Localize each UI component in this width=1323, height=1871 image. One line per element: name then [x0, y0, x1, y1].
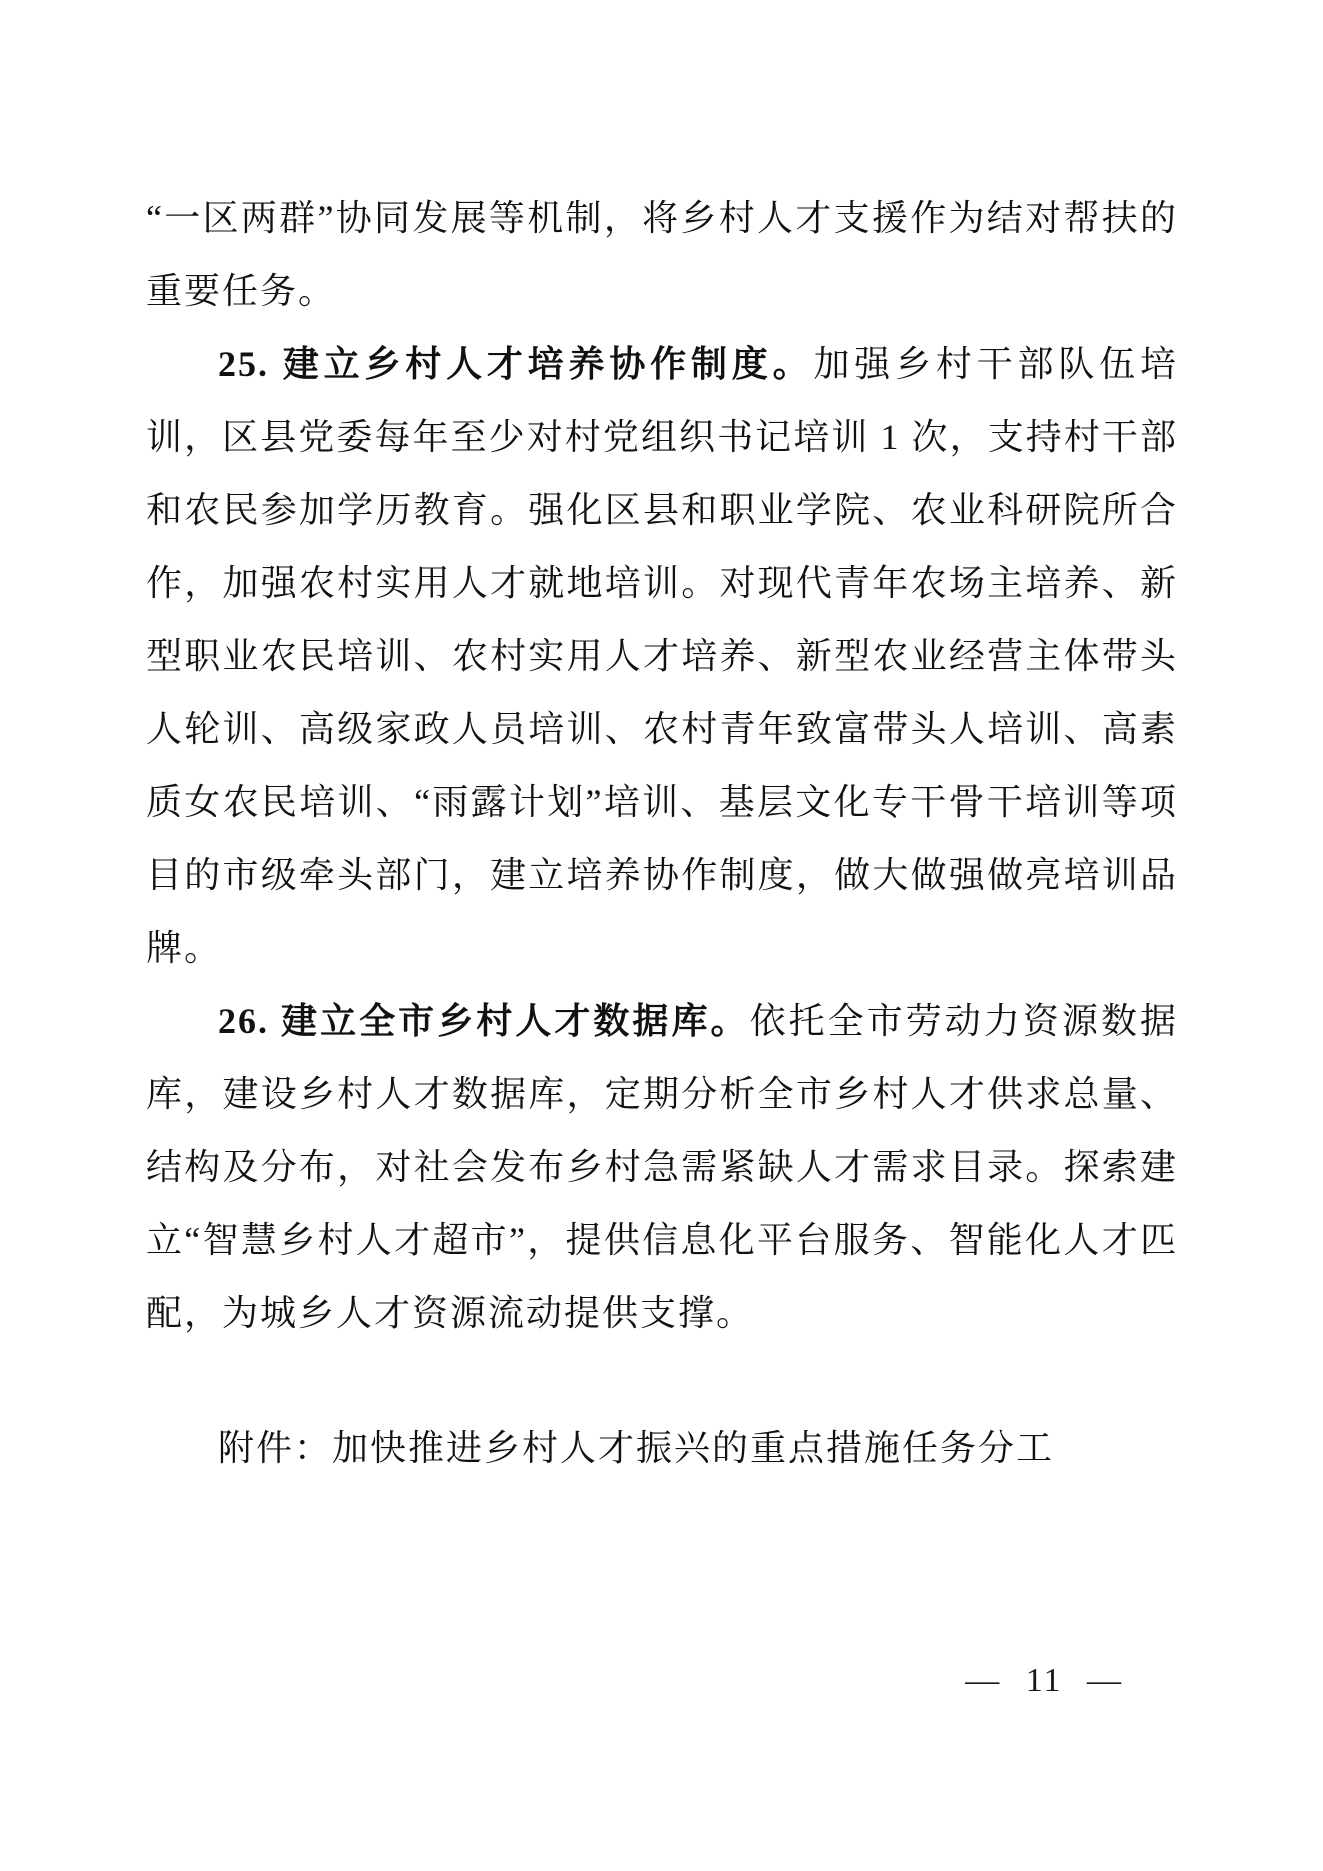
paragraph-heading-26: 26. 建立全市乡村人才数据库。: [218, 1001, 750, 1041]
paragraph-item-26: [146, 985, 1178, 1350]
page-footer: [0, 1662, 1323, 1722]
paragraph-heading-25: 25. 建立乡村人才培养协作制度。: [218, 344, 814, 384]
paragraph-text-25: 加强乡村干部队伍培训，区县党委每年至少对村党组织书记培训 1 次，支持村干部和农民参加学历教育。强化区县和职业学院、农业科研院所合作，加强农村实用人才就地培训。对现代青年农场主培养、新型职业农民培训、农村实用人才培养、新型农业经营主体带头人轮训、高级家政人员培训、农村青年致富带头人培训、高素质女农民培训、“雨露计划”培训、基层文化专干骨干培训等项目的市级牵头部门，建立培养协作制度，做大做强做亮培训品牌。: [146, 344, 1178, 968]
attachment-line: 附件：加快推进乡村人才振兴的重点措施任务分工: [218, 1428, 1055, 1468]
paragraph-text: “一区两群”协同发展等机制，将乡村人才支援作为结对帮扶的重要任务。: [146, 198, 1178, 311]
paragraph-text-26: 依托全市劳动力资源数据库，建设乡村人才数据库，定期分析全市乡村人才供求总量、结构及分布，对社会发布乡村急需紧缺人才需求目录。探索建立“智慧乡村人才超市”，提供信息化平台服务、智能化人才匹配，为城乡人才资源流动提供支撑。: [146, 1001, 1178, 1333]
paragraph-continuation: [146, 182, 1178, 328]
page-number: — 11 —: [965, 1662, 1123, 1699]
paragraph-item-25: [146, 328, 1178, 985]
document-body: [146, 182, 1178, 1485]
